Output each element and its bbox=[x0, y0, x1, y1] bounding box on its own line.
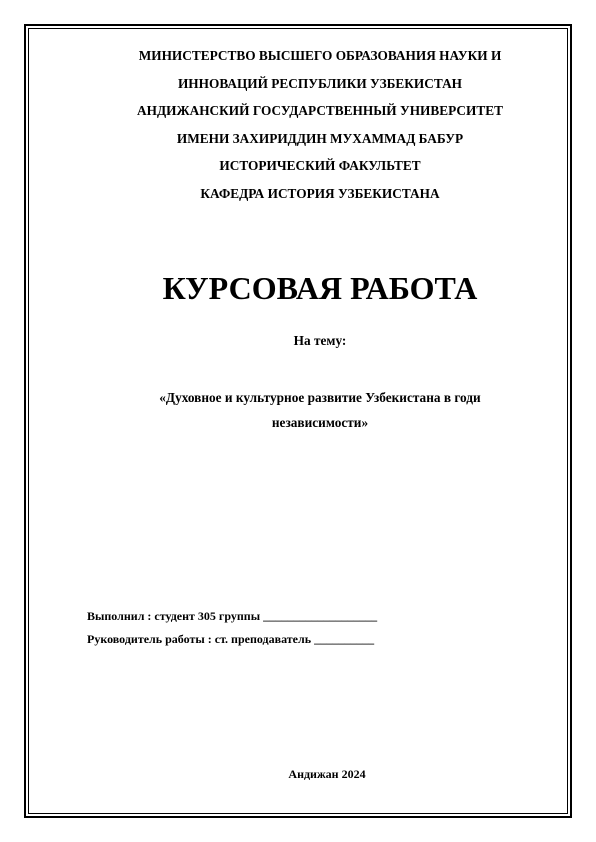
performer-line: Выполнил : студент 305 группы ___________________ bbox=[87, 609, 378, 623]
author-info bbox=[87, 605, 377, 651]
header-line-faculty: ИСТОРИЧЕСКИЙ ФАКУЛЬТЕТ bbox=[219, 158, 421, 174]
document-title: КУРСОВАЯ РАБОТА bbox=[162, 270, 478, 306]
institution-header bbox=[80, 42, 560, 208]
header-line-ministry-2: ИННОВАЦИЙ РЕСПУБЛИКИ УЗБЕКИСТАН bbox=[177, 75, 463, 91]
topic-label: На тему: bbox=[293, 333, 347, 348]
header-line-ministry-1: МИНИСТЕРСТВО ВЫСШЕГО ОБРАЗОВАНИЯ НАУКИ И bbox=[138, 48, 502, 63]
header-line-department: КАФЕДРА ИСТОРИЯ УЗБЕКИСТАНА bbox=[200, 185, 440, 201]
supervisor-line: Руководитель работы : ст. преподаватель __________ bbox=[87, 632, 375, 646]
header-line-university-2: ИМЕНИ ЗАХИРИДДИН МУХАММАД БАБУР bbox=[176, 130, 464, 146]
topic-text bbox=[100, 385, 540, 435]
city-year: Андижан 2024 bbox=[288, 767, 366, 781]
topic-line-2: независимости» bbox=[271, 415, 369, 430]
topic-line-1: «Духовное и культурное развитие Узбекистана в годи bbox=[159, 390, 481, 405]
header-line-university-1: АНДИЖАНСКИЙ ГОСУДАРСТВЕННЫЙ УНИВЕРСИТЕТ bbox=[137, 103, 503, 119]
